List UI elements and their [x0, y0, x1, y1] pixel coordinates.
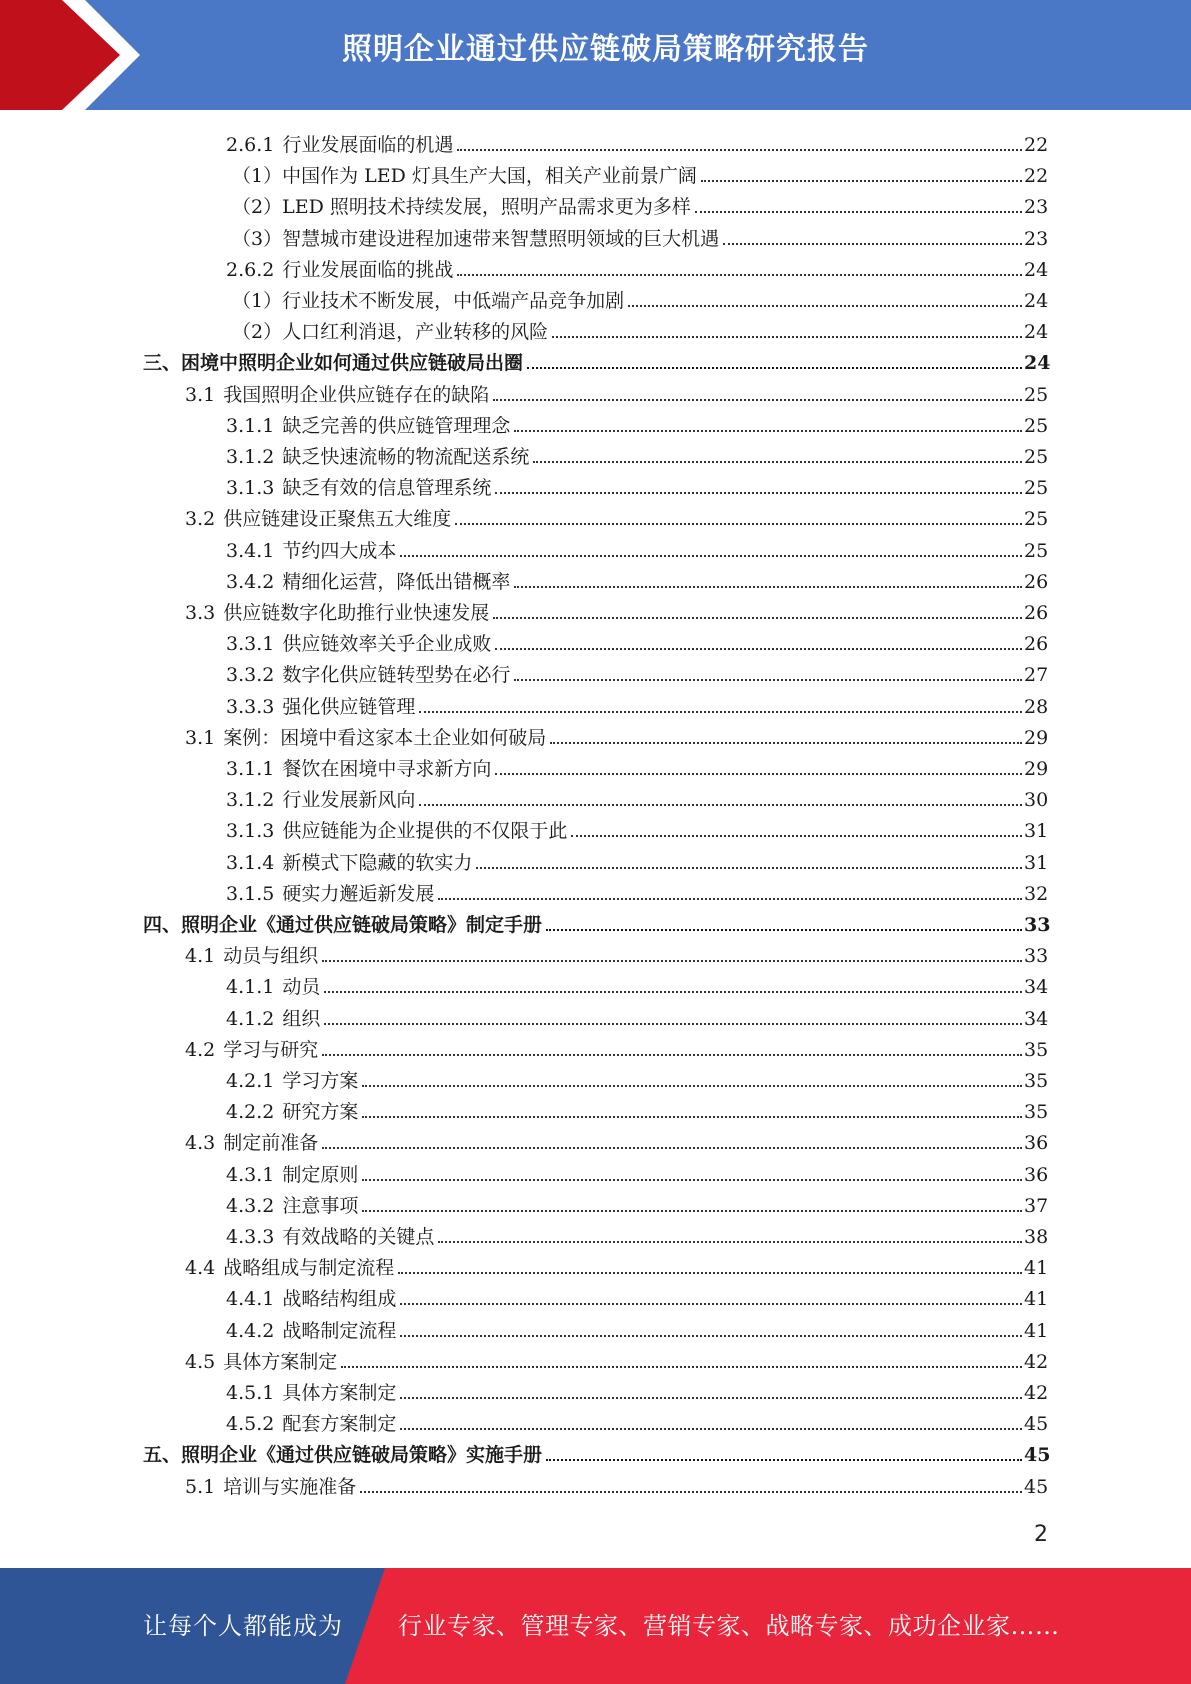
toc-entry-page: 24	[1024, 258, 1049, 281]
toc-entry-title: 配套方案制定	[282, 1413, 397, 1436]
toc-entry-number: 3.4.2	[226, 570, 275, 593]
toc-dot-leader	[514, 679, 1022, 681]
toc-entry-title: 制定原则	[282, 1163, 359, 1186]
toc-entry-number: 4.3.3	[226, 1226, 275, 1248]
toc-entry[interactable]	[0, 188, 1191, 219]
toc-entry-page: 36	[1024, 1163, 1049, 1186]
toc-dot-leader	[457, 274, 1022, 276]
toc-entry[interactable]	[0, 781, 1191, 812]
page-number: 2	[1034, 1522, 1048, 1547]
toc-dot-leader	[495, 492, 1022, 494]
toc-dot-leader	[552, 336, 1022, 338]
toc-entry-page: 45	[1024, 1475, 1049, 1498]
toc-entry-number: 3.3.2	[226, 664, 275, 687]
toc-entry[interactable]	[0, 844, 1191, 875]
toc-entry[interactable]	[0, 126, 1191, 157]
toc-entry[interactable]	[0, 719, 1191, 750]
toc-entry-number: 4.3	[185, 1132, 216, 1155]
page-header	[0, 0, 1191, 110]
toc-entry-page: 24	[1024, 321, 1049, 344]
toc-entry-page: 25	[1024, 539, 1049, 562]
toc-entry-title: 强化供应链管理	[282, 695, 416, 718]
toc-entry[interactable]	[0, 688, 1191, 719]
toc-entry-page: 25	[1024, 508, 1049, 531]
toc-entry[interactable]	[0, 1374, 1191, 1405]
toc-entry-number: 2.6.2	[226, 258, 275, 281]
toc-entry[interactable]	[0, 1031, 1191, 1062]
toc-entry[interactable]	[0, 1343, 1191, 1374]
toc-dot-leader	[550, 742, 1022, 744]
toc-entry-number: 3.1.3	[226, 477, 275, 500]
toc-entry-number: 3.1.5	[226, 882, 275, 905]
toc-entry-title: 我国照明企业供应链存在的缺陷	[223, 383, 490, 406]
toc-entry-title: 行业发展面临的机遇	[282, 134, 454, 156]
toc-dot-leader	[455, 523, 1022, 525]
toc-entry-title: 供应链能为企业提供的不仅限于此	[282, 820, 568, 843]
toc-entry[interactable]	[0, 656, 1191, 687]
toc-entry-title: 行业发展面临的挑战	[282, 258, 454, 281]
toc-entry-page: 41	[1024, 1257, 1049, 1280]
toc-entry-page: 45	[1024, 1444, 1051, 1467]
toc-entry[interactable]	[0, 906, 1191, 937]
toc-entry-title: 精细化运营，降低出错概率	[282, 570, 511, 593]
toc-entry-number: 4.4	[185, 1257, 216, 1280]
toc-dot-leader	[493, 617, 1022, 619]
toc-entry-title: 注意事项	[282, 1194, 359, 1217]
toc-dot-leader	[514, 586, 1022, 588]
toc-entry-title: 具体方案制定	[223, 1350, 338, 1373]
toc-dot-leader	[360, 1491, 1022, 1493]
toc-entry-title: 新模式下隐藏的软实力	[282, 851, 473, 874]
toc-dot-leader	[438, 1241, 1022, 1243]
toc-entry-title: 战略制定流程	[282, 1319, 397, 1342]
toc-entry-page: 29	[1024, 758, 1049, 780]
toc-dot-leader	[438, 898, 1022, 900]
toc-entry-title: 餐饮在困境中寻求新方向	[282, 758, 492, 780]
toc-dot-leader	[322, 1147, 1022, 1149]
toc-entry[interactable]	[0, 750, 1191, 781]
toc-entry-number: 3.3	[185, 602, 216, 624]
toc-entry[interactable]	[0, 563, 1191, 594]
toc-entry-title: 五、照明企业《通过供应链破局策略》实施手册	[143, 1444, 543, 1467]
toc-dot-leader	[324, 991, 1022, 993]
toc-entry-page: 35	[1024, 1101, 1049, 1124]
toc-entry-number: 3.3.1	[226, 633, 275, 656]
toc-entry-number: 4.1	[185, 945, 216, 968]
toc-entry-title: 节约四大成本	[282, 539, 397, 562]
toc-entry[interactable]	[0, 220, 1191, 251]
toc-entry-title: 组织	[282, 1007, 321, 1030]
toc-entry-page: 45	[1024, 1413, 1049, 1436]
toc-entry-title: 四、照明企业《通过供应链破局策略》制定手册	[143, 914, 543, 936]
toc-entry-page: 36	[1024, 1132, 1049, 1155]
toc-entry-title: 具体方案制定	[282, 1382, 397, 1404]
toc-entry[interactable]	[0, 937, 1191, 968]
toc-entry[interactable]	[0, 344, 1191, 375]
toc-entry-title: 行业技术不断发展，中低端产品竞争加剧	[282, 290, 625, 312]
toc-entry-title: 动员	[282, 976, 321, 999]
toc-dot-leader	[324, 1023, 1022, 1025]
toc-entry-number: 4.3.1	[226, 1163, 275, 1186]
toc-entry-title: 缺乏有效的信息管理系统	[282, 477, 492, 500]
toc-entry-page: 31	[1024, 820, 1049, 843]
toc-entry-number: 3.2	[185, 508, 216, 531]
toc-entry-title: 数字化供应链转型势在必行	[282, 664, 511, 687]
toc-entry-page: 25	[1024, 383, 1049, 406]
toc-dot-leader	[533, 461, 1022, 463]
toc-entry-title: 动员与组织	[223, 945, 319, 968]
toc-dot-leader	[362, 1210, 1022, 1212]
toc-entry[interactable]	[0, 532, 1191, 563]
toc-dot-leader	[362, 1116, 1022, 1118]
toc-entry-title: 研究方案	[282, 1101, 359, 1124]
footer-slogan-left: 让每个人都能成为	[143, 1612, 343, 1640]
toc-entry[interactable]	[0, 1187, 1191, 1218]
toc-entry-page: 31	[1024, 851, 1049, 874]
toc-entry-number: 3.1	[185, 726, 216, 749]
toc-dot-leader	[546, 929, 1022, 931]
toc-entry-page: 29	[1024, 726, 1049, 749]
toc-dot-leader	[495, 773, 1022, 775]
toc-entry-page: 38	[1024, 1226, 1049, 1248]
toc-entry[interactable]	[0, 1093, 1191, 1124]
toc-entry-title: 缺乏快速流畅的物流配送系统	[282, 446, 530, 468]
toc-entry[interactable]	[0, 500, 1191, 531]
toc-dot-leader	[322, 1054, 1022, 1056]
toc-dot-leader	[701, 180, 1022, 182]
toc-entry-number: 5.1	[185, 1475, 216, 1498]
toc-entry-number: （2）	[232, 321, 283, 344]
toc-entry-page: 24	[1024, 352, 1051, 375]
toc-entry-page: 35	[1024, 1070, 1049, 1092]
toc-entry[interactable]	[0, 875, 1191, 906]
toc-entry-page: 30	[1024, 789, 1049, 812]
toc-entry[interactable]	[0, 968, 1191, 999]
toc-dot-leader	[493, 399, 1022, 401]
toc-entry[interactable]	[0, 313, 1191, 344]
toc-entry-number: （1）	[232, 290, 283, 312]
toc-dot-leader	[322, 960, 1022, 962]
toc-entry[interactable]	[0, 157, 1191, 188]
toc-entry-title: 制定前准备	[223, 1132, 319, 1155]
toc-entry-page: 23	[1024, 227, 1049, 250]
toc-entry-number: （3）	[232, 227, 283, 250]
toc-entry-number: 3.1.3	[226, 820, 275, 843]
toc-entry-page: 25	[1024, 446, 1049, 468]
toc-entry[interactable]	[0, 594, 1191, 625]
toc-entry-title: 中国作为 LED 灯具生产大国，相关产业前景广阔	[282, 165, 697, 188]
toc-entry-title: 硬实力邂逅新发展	[282, 882, 435, 905]
toc-entry-page: 22	[1024, 165, 1049, 188]
toc-entry-number: 4.4.1	[226, 1288, 275, 1311]
toc-entry-title: 有效战略的关键点	[282, 1226, 435, 1248]
toc-entry-number: 3.4.1	[226, 539, 275, 562]
toc-entry-title: 供应链建设正聚焦五大维度	[223, 508, 452, 531]
toc-dot-leader	[695, 211, 1022, 213]
toc-dot-leader	[341, 1366, 1022, 1368]
toc-entry[interactable]	[0, 282, 1191, 313]
toc-entry-number: 4.1.1	[226, 976, 275, 999]
toc-dot-leader	[514, 430, 1022, 432]
toc-entry[interactable]	[0, 1468, 1191, 1499]
toc-entry-page: 28	[1024, 695, 1049, 718]
toc-entry-number: 3.1	[185, 383, 216, 406]
toc-entry[interactable]	[0, 407, 1191, 438]
toc-entry-title: 学习方案	[282, 1070, 359, 1092]
toc-dot-leader	[400, 1397, 1022, 1399]
toc-entry-number: （1）	[232, 165, 283, 188]
toc-dot-leader	[419, 804, 1022, 806]
toc-entry[interactable]	[0, 1218, 1191, 1249]
toc-entry-number: 4.3.2	[226, 1194, 275, 1217]
toc-entry-page: 42	[1024, 1350, 1049, 1373]
toc-entry-page: 27	[1024, 664, 1049, 687]
toc-dot-leader	[400, 1428, 1022, 1430]
toc-entry[interactable]	[0, 1436, 1191, 1467]
toc-dot-leader	[400, 555, 1022, 557]
toc-entry-title: 三、困境中照明企业如何通过供应链破局出圈	[143, 352, 524, 375]
toc-entry-page: 42	[1024, 1382, 1049, 1404]
toc-entry-title: 学习与研究	[223, 1038, 319, 1061]
toc-dot-leader	[419, 711, 1022, 713]
toc-entry-number: 3.1.2	[226, 446, 275, 468]
toc-entry[interactable]	[0, 1062, 1191, 1093]
toc-entry-page: 34	[1024, 976, 1049, 999]
toc-dot-leader	[571, 835, 1022, 837]
toc-entry-title: 培训与实施准备	[223, 1475, 357, 1498]
toc-entry-page: 26	[1024, 602, 1049, 624]
toc-dot-leader	[723, 243, 1022, 245]
toc-entry[interactable]	[0, 625, 1191, 656]
toc-entry-page: 32	[1024, 882, 1049, 905]
toc-entry-number: 3.1.2	[226, 789, 275, 812]
toc-entry[interactable]	[0, 1000, 1191, 1031]
toc-entry-title: 人口红利消退，产业转移的风险	[282, 321, 549, 344]
toc-entry-number: 4.2.2	[226, 1101, 275, 1124]
toc-entry-number: 4.4.2	[226, 1319, 275, 1342]
toc-dot-leader	[362, 1179, 1022, 1181]
toc-entry[interactable]	[0, 812, 1191, 843]
toc-dot-leader	[457, 149, 1022, 151]
toc-dot-leader	[400, 1303, 1022, 1305]
toc-entry-page: 35	[1024, 1038, 1049, 1061]
toc-entry[interactable]	[0, 1249, 1191, 1280]
toc-entry-page: 34	[1024, 1007, 1049, 1030]
toc-entry-title: 行业发展新风向	[282, 789, 416, 812]
toc-entry-title: 缺乏完善的供应链管理理念	[282, 414, 511, 437]
toc-entry-number: 4.5	[185, 1350, 216, 1373]
toc-entry[interactable]	[0, 1124, 1191, 1155]
toc-dot-leader	[476, 867, 1022, 869]
toc-entry[interactable]	[0, 1156, 1191, 1187]
toc-dot-leader	[400, 1335, 1022, 1337]
toc-dot-leader	[495, 648, 1022, 650]
toc-entry[interactable]	[0, 1312, 1191, 1343]
toc-entry-number: 4.5.2	[226, 1413, 275, 1436]
toc-dot-leader	[398, 1272, 1022, 1274]
toc-entry[interactable]	[0, 251, 1191, 282]
toc-entry[interactable]	[0, 438, 1191, 469]
toc-entry-page: 41	[1024, 1288, 1049, 1311]
toc-entry-title: LED 照明技术持续发展，照明产品需求更为多样	[282, 196, 691, 219]
toc-entry[interactable]	[0, 469, 1191, 500]
toc-entry-page: 37	[1024, 1194, 1049, 1217]
toc-entry-title: 战略结构组成	[282, 1288, 397, 1311]
toc-entry[interactable]	[0, 1405, 1191, 1436]
toc-entry-number: 4.1.2	[226, 1007, 275, 1030]
page-footer	[0, 1568, 1191, 1684]
toc-entry-page: 26	[1024, 570, 1049, 593]
toc-entry-page: 23	[1024, 196, 1049, 219]
toc-entry-page: 41	[1024, 1319, 1049, 1342]
toc-entry-page: 22	[1024, 134, 1049, 156]
toc-entry-page: 24	[1024, 290, 1049, 312]
toc-entry-number: 4.2	[185, 1038, 216, 1061]
toc-entry-number: 3.1.1	[226, 758, 275, 780]
toc-entry-title: 战略组成与制定流程	[223, 1257, 395, 1280]
toc-dot-leader	[546, 1459, 1022, 1461]
toc-dot-leader	[362, 1085, 1022, 1087]
toc-entry-number: 3.3.3	[226, 695, 275, 718]
toc-entry-page: 25	[1024, 477, 1049, 500]
toc-dot-leader	[628, 305, 1022, 307]
toc-entry[interactable]	[0, 1280, 1191, 1311]
toc-entry-title: 智慧城市建设进程加速带来智慧照明领域的巨大机遇	[282, 227, 720, 250]
toc-entry-page: 33	[1024, 945, 1049, 968]
toc-entry-page: 25	[1024, 414, 1049, 437]
footer-slogan-right: 行业专家、管理专家、营销专家、战略专家、成功企业家……	[398, 1612, 1060, 1640]
toc-entry-number: （2）	[232, 196, 283, 219]
toc-entry-number: 4.5.1	[226, 1382, 275, 1404]
toc-entry[interactable]	[0, 376, 1191, 407]
toc-entry-title: 供应链数字化助推行业快速发展	[223, 602, 490, 624]
toc-entry-number: 3.1.1	[226, 414, 275, 437]
toc-entry-number: 2.6.1	[226, 134, 275, 156]
document-title: 照明企业通过供应链破局策略研究报告	[342, 32, 869, 67]
toc-entry-number: 3.1.4	[226, 851, 275, 874]
toc-entry-title: 案例：困境中看这家本土企业如何破局	[223, 726, 547, 749]
toc-entry-page: 33	[1024, 914, 1051, 936]
toc-dot-leader	[527, 367, 1022, 369]
toc-entry-number: 4.2.1	[226, 1070, 275, 1092]
toc-entry-page: 26	[1024, 633, 1049, 656]
toc-entry-title: 供应链效率关乎企业成败	[282, 633, 492, 656]
